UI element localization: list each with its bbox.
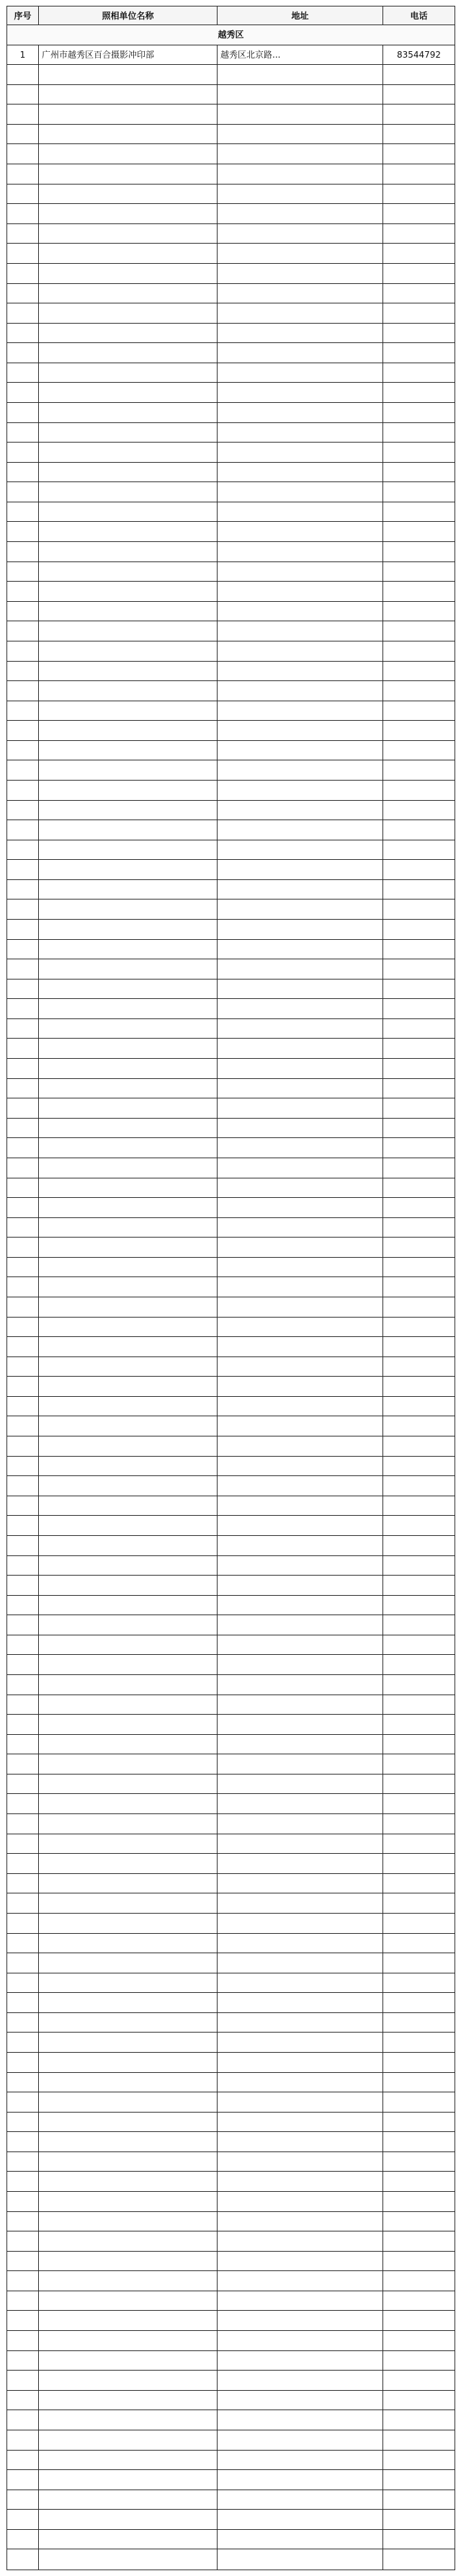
table-row-empty <box>7 2251 455 2271</box>
table-row-empty <box>7 1257 455 1277</box>
table-row-empty <box>7 84 455 105</box>
table-row-empty <box>7 681 455 701</box>
table-header-row <box>7 6 455 25</box>
table-row-empty <box>7 840 455 860</box>
table-row-empty <box>7 1754 455 1775</box>
table-row-empty <box>7 701 455 721</box>
table-row-empty <box>7 2490 455 2510</box>
table-row-empty <box>7 1893 455 1914</box>
table-row-empty <box>7 105 455 125</box>
table-row-empty <box>7 820 455 840</box>
table-row-empty <box>7 2311 455 2331</box>
row-address: 越秀区北京路... <box>218 45 383 65</box>
table-row-empty <box>7 999 455 1019</box>
table-row-empty <box>7 2132 455 2152</box>
table-row-empty <box>7 283 455 303</box>
table-row-empty <box>7 1695 455 1715</box>
table-row-empty <box>7 2092 455 2113</box>
table-row-empty <box>7 1834 455 1854</box>
row-serial-number: 1 <box>7 45 39 65</box>
district-label: 越秀区 <box>7 25 455 45</box>
table-row-empty <box>7 383 455 403</box>
table-row-empty <box>7 661 455 681</box>
table-row-empty <box>7 1993 455 2013</box>
table-row-empty <box>7 144 455 164</box>
header-serial-number: 序号 <box>7 6 39 25</box>
table-row-empty <box>7 1933 455 1953</box>
table-row-empty <box>7 502 455 522</box>
table-row-empty <box>7 522 455 542</box>
table-row-empty <box>7 303 455 324</box>
table-row-empty <box>7 1814 455 1834</box>
table-row-empty <box>7 1198 455 1218</box>
table-row-empty <box>7 1615 455 1635</box>
table-row-empty <box>7 124 455 144</box>
table-row-empty <box>7 939 455 959</box>
district-row <box>7 25 455 45</box>
table-row-empty <box>7 800 455 820</box>
table-row-empty <box>7 2033 455 2053</box>
table-row-empty <box>7 2450 455 2470</box>
table-row-empty <box>7 402 455 422</box>
table-row-empty <box>7 2211 455 2231</box>
table-row-empty <box>7 641 455 661</box>
table-row-empty <box>7 1059 455 1079</box>
table-row-empty <box>7 2291 455 2311</box>
table-row-empty <box>7 2192 455 2212</box>
table-row-empty <box>7 1873 455 1893</box>
table-row-empty <box>7 959 455 980</box>
table-row-empty <box>7 1774 455 1794</box>
table-row-empty <box>7 223 455 244</box>
table-row-empty <box>7 621 455 641</box>
table-row-empty <box>7 561 455 582</box>
table-row-empty <box>7 2390 455 2410</box>
table-row-empty <box>7 2271 455 2291</box>
table-row-empty <box>7 1138 455 1158</box>
document-page <box>6 6 455 2570</box>
table-row-empty <box>7 443 455 463</box>
table-row-empty <box>7 1078 455 1098</box>
table-row-empty <box>7 1496 455 1516</box>
table-row-empty <box>7 204 455 224</box>
table-row-empty <box>7 979 455 999</box>
table-row-empty <box>7 780 455 800</box>
table-row-empty <box>7 760 455 781</box>
table-row-empty <box>7 2470 455 2490</box>
table-row-empty <box>7 740 455 760</box>
table-row <box>7 45 455 65</box>
table-row-empty <box>7 1794 455 1814</box>
row-phone: 83544792 <box>383 45 455 65</box>
table-row-empty <box>7 1436 455 1457</box>
table-row-empty <box>7 1238 455 1258</box>
table-row-empty <box>7 1416 455 1436</box>
table-row-empty <box>7 2151 455 2172</box>
table-row-empty <box>7 2112 455 2132</box>
table-row-empty <box>7 920 455 940</box>
table-row-empty <box>7 1674 455 1695</box>
table-row-empty <box>7 1396 455 1416</box>
row-studio-name: 广州市越秀区百合摄影冲印部 <box>39 45 218 65</box>
table-row-empty <box>7 860 455 880</box>
table-row-empty <box>7 1217 455 1238</box>
table-row-empty <box>7 1913 455 1933</box>
table-row-empty <box>7 2371 455 2391</box>
table-row-empty <box>7 1317 455 1337</box>
table-row-empty <box>7 2331 455 2351</box>
table-row-empty <box>7 1337 455 1357</box>
table-row-empty <box>7 263 455 283</box>
table-row-empty <box>7 462 455 482</box>
table-row-empty <box>7 1655 455 1675</box>
table-row-empty <box>7 1377 455 1397</box>
table-row-empty <box>7 2052 455 2072</box>
table-row-empty <box>7 2172 455 2192</box>
table-row-empty <box>7 323 455 343</box>
table-row-empty <box>7 2012 455 2033</box>
table-row-empty <box>7 164 455 185</box>
table-row-empty <box>7 1973 455 1993</box>
photo-studio-table <box>6 6 455 2570</box>
table-row-empty <box>7 1277 455 1297</box>
table-row-empty <box>7 1555 455 1576</box>
table-row-empty <box>7 1715 455 1735</box>
table-row-empty <box>7 2072 455 2092</box>
table-row-empty <box>7 184 455 204</box>
table-row-empty <box>7 2410 455 2430</box>
table-row-empty <box>7 2350 455 2371</box>
table-row-empty <box>7 2430 455 2450</box>
table-row-empty <box>7 1018 455 1039</box>
table-row-empty <box>7 1356 455 1377</box>
table-row-empty <box>7 542 455 562</box>
table-row-empty <box>7 482 455 502</box>
table-row-empty <box>7 1158 455 1178</box>
table-row-empty <box>7 721 455 741</box>
table-row-empty <box>7 343 455 363</box>
table-row-empty <box>7 1734 455 1754</box>
table-row-empty <box>7 601 455 621</box>
header-phone: 电话 <box>383 6 455 25</box>
table-row-empty <box>7 2529 455 2549</box>
table-row-empty <box>7 1535 455 1555</box>
table-row-empty <box>7 65 455 85</box>
table-row-empty <box>7 879 455 900</box>
table-row-empty <box>7 363 455 383</box>
table-row-empty <box>7 2549 455 2570</box>
header-studio-name: 照相单位名称 <box>39 6 218 25</box>
table-row-empty <box>7 1456 455 1476</box>
table-row-empty <box>7 1635 455 1655</box>
table-row-empty <box>7 1953 455 1973</box>
table-row-empty <box>7 1118 455 1138</box>
table-row-empty <box>7 1576 455 1596</box>
table-row-empty <box>7 1039 455 1059</box>
table-row-empty <box>7 1098 455 1119</box>
table-row-empty <box>7 1854 455 1874</box>
header-address: 地址 <box>218 6 383 25</box>
table-row-empty <box>7 244 455 264</box>
table-row-empty <box>7 582 455 602</box>
table-row-empty <box>7 1476 455 1496</box>
table-row-empty <box>7 1516 455 1536</box>
table-row-empty <box>7 2510 455 2530</box>
table-row-empty <box>7 900 455 920</box>
table-row-empty <box>7 422 455 443</box>
table-row-empty <box>7 1297 455 1318</box>
table-row-empty <box>7 1178 455 1198</box>
table-row-empty <box>7 2231 455 2252</box>
table-row-empty <box>7 1595 455 1615</box>
